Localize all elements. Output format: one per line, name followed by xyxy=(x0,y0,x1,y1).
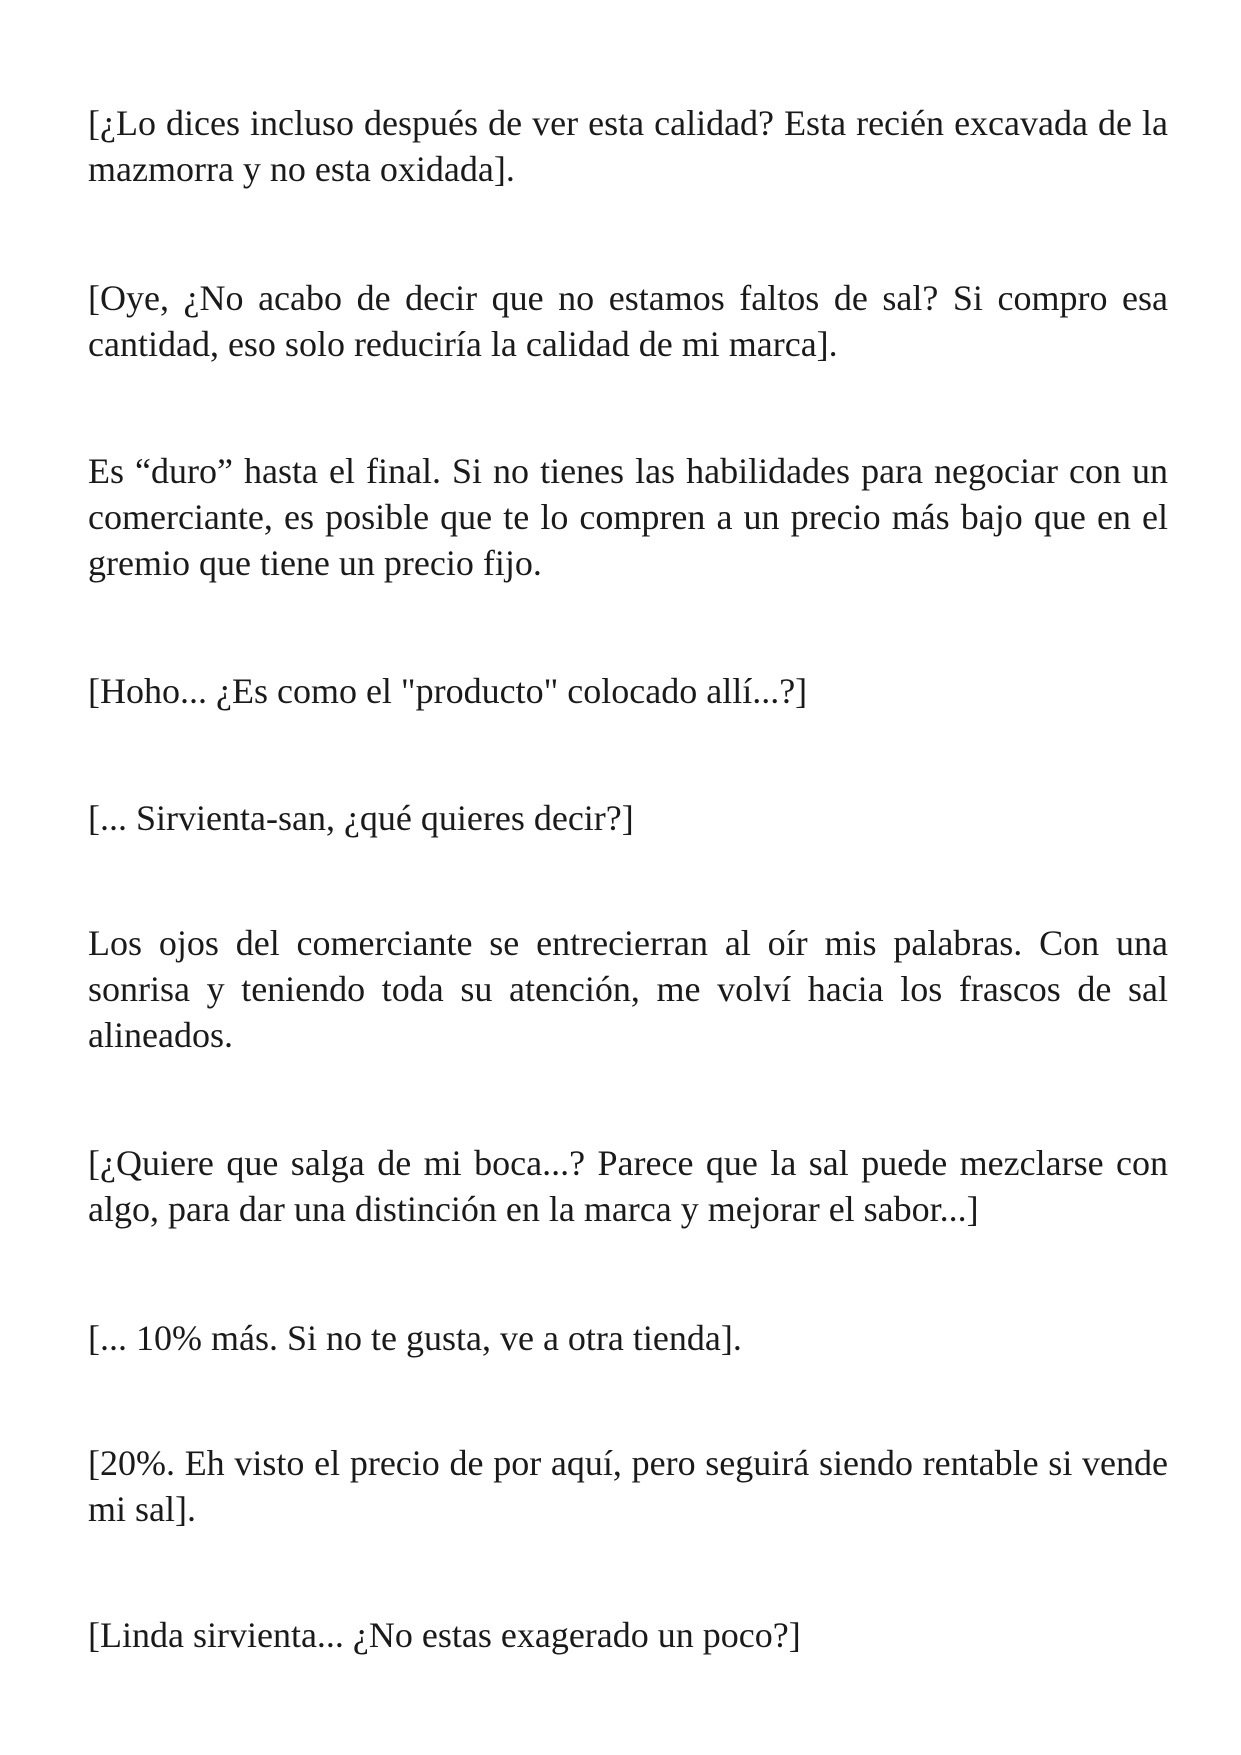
paragraph: [Linda sirvienta... ¿No estas exagerado un poco?] xyxy=(88,1615,801,1655)
paragraph: Los ojos del comerciante se entrecierran al oír mis palabras. Con una sonrisa y teniendo toda su atención, me volví hacia los frascos de sal alineados. xyxy=(88,923,1168,1055)
paragraph: [¿Quiere que salga de mi boca...? Parece que la sal puede mezclarse con algo, para dar una distinción en la marca y mejorar el sabor...] xyxy=(88,1143,1168,1229)
paragraph: [Hoho... ¿Es como el "producto" colocado allí...?] xyxy=(88,671,808,711)
paragraph: [20%. Eh visto el precio de por aquí, pero seguirá siendo rentable si vende mi sal]. xyxy=(88,1443,1168,1529)
paragraph: [Oye, ¿No acabo de decir que no estamos faltos de sal? Si compro esa cantidad, eso solo reduciría la calidad de mi marca]. xyxy=(88,278,1168,364)
paragraph: [... 10% más. Si no te gusta, ve a otra tienda]. xyxy=(88,1318,742,1358)
paragraph: [¿Lo dices incluso después de ver esta calidad? Esta recién excavada de la mazmorra y no esta oxidada]. xyxy=(88,103,1168,189)
paragraph: Es “duro” hasta el final. Si no tienes las habilidades para negociar con un comerciante, es posible que te lo compren a un precio más bajo que en el gremio que tiene un precio fijo. xyxy=(88,451,1168,583)
paragraph: [... Sirvienta-san, ¿qué quieres decir?] xyxy=(88,798,634,838)
